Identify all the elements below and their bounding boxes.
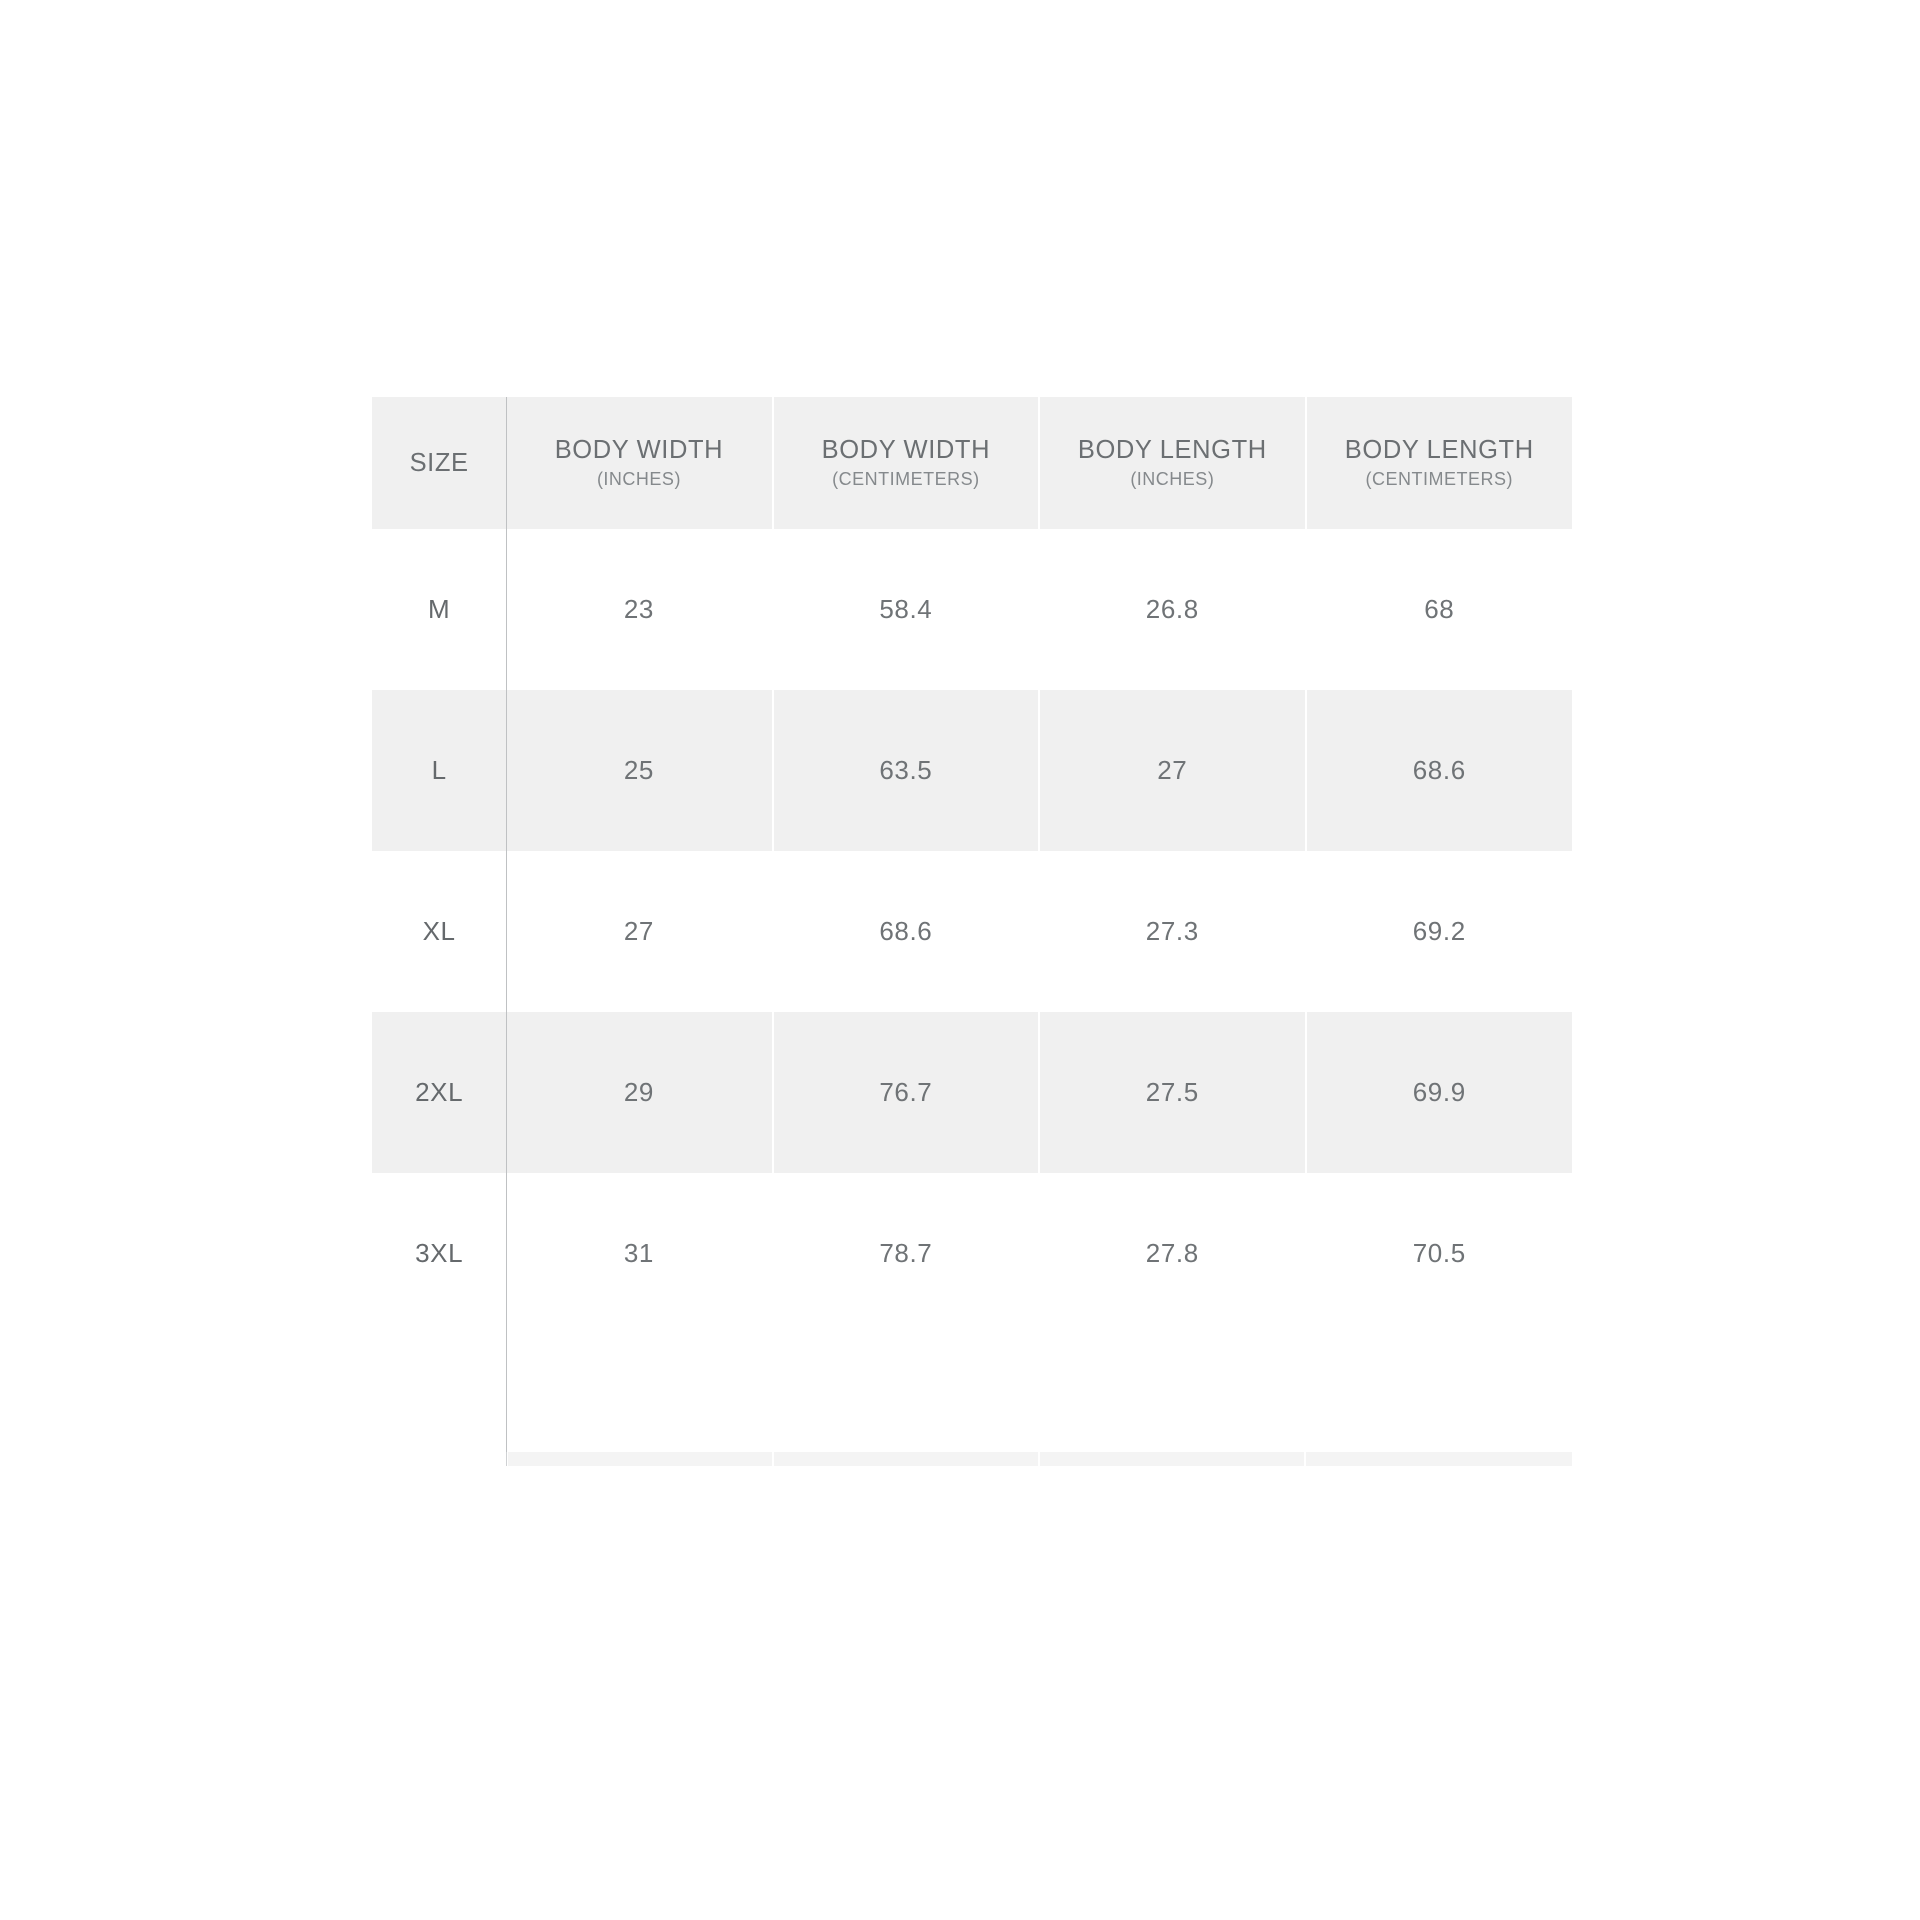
column-header-body-width-centimeters [773, 397, 1039, 529]
cell-body-width-inches: 31 [506, 1173, 772, 1334]
cell-body-width-centimeters: 68.6 [773, 851, 1039, 1012]
cell-body-width-centimeters: 76.7 [773, 1012, 1039, 1173]
column-header-sub-label: (INCHES) [596, 469, 681, 490]
column-header-sub-label: (CENTIMETERS) [1365, 469, 1514, 490]
cell-body-width-inches: 25 [506, 690, 772, 851]
cell-body-width-centimeters: 78.7 [773, 1173, 1039, 1334]
cell-size: XL [372, 851, 506, 1012]
table-header [372, 397, 1572, 529]
cell-size: L [372, 690, 506, 851]
table-body [372, 529, 1572, 1334]
cell-body-length-centimeters: 68 [1306, 529, 1572, 690]
column-header-body-length-centimeters [1306, 397, 1572, 529]
cell-body-length-inches: 27.3 [1039, 851, 1305, 1012]
cell-body-width-inches: 23 [506, 529, 772, 690]
column-header-size [372, 397, 506, 529]
bottom-edge-divider [506, 1452, 507, 1466]
column-header-main-label: BODY LENGTH [1344, 436, 1534, 465]
bottom-edge-segment [508, 1452, 772, 1466]
cell-body-length-inches: 26.8 [1039, 529, 1305, 690]
cell-body-width-centimeters: 58.4 [773, 529, 1039, 690]
column-header-main-label: BODY WIDTH [554, 436, 724, 465]
size-column-divider [506, 397, 507, 1452]
column-header-sub-label: (CENTIMETERS) [832, 469, 980, 490]
table-row [372, 529, 1572, 690]
bottom-edge-segment [774, 1452, 1038, 1466]
column-header-size-label: SIZE [409, 448, 469, 477]
table-row [372, 1012, 1572, 1173]
size-chart-table [372, 397, 1572, 1334]
column-header-main-label: BODY LENGTH [1077, 436, 1267, 465]
size-chart-container [372, 397, 1572, 1334]
bottom-edge-segment [1040, 1452, 1304, 1466]
cell-body-length-centimeters: 68.6 [1306, 690, 1572, 851]
cell-size: 3XL [372, 1173, 506, 1334]
table-row [372, 851, 1572, 1012]
column-header-body-width-inches [506, 397, 772, 529]
column-header-main-label: BODY WIDTH [821, 436, 991, 465]
cell-body-width-inches: 29 [506, 1012, 772, 1173]
cell-size: 2XL [372, 1012, 506, 1173]
cell-size: M [372, 529, 506, 690]
table-bottom-edge [372, 1452, 1572, 1466]
cell-body-length-inches: 27.8 [1039, 1173, 1305, 1334]
column-header-body-length-inches [1039, 397, 1305, 529]
cell-body-length-inches: 27 [1039, 690, 1305, 851]
cell-body-length-inches: 27.5 [1039, 1012, 1305, 1173]
bottom-edge-segment [1306, 1452, 1572, 1466]
table-row [372, 1173, 1572, 1334]
table-row [372, 690, 1572, 851]
column-header-sub-label: (INCHES) [1130, 469, 1215, 490]
header-row [372, 397, 1572, 529]
cell-body-length-centimeters: 70.5 [1306, 1173, 1572, 1334]
cell-body-length-centimeters: 69.2 [1306, 851, 1572, 1012]
cell-body-width-centimeters: 63.5 [773, 690, 1039, 851]
cell-body-length-centimeters: 69.9 [1306, 1012, 1572, 1173]
cell-body-width-inches: 27 [506, 851, 772, 1012]
